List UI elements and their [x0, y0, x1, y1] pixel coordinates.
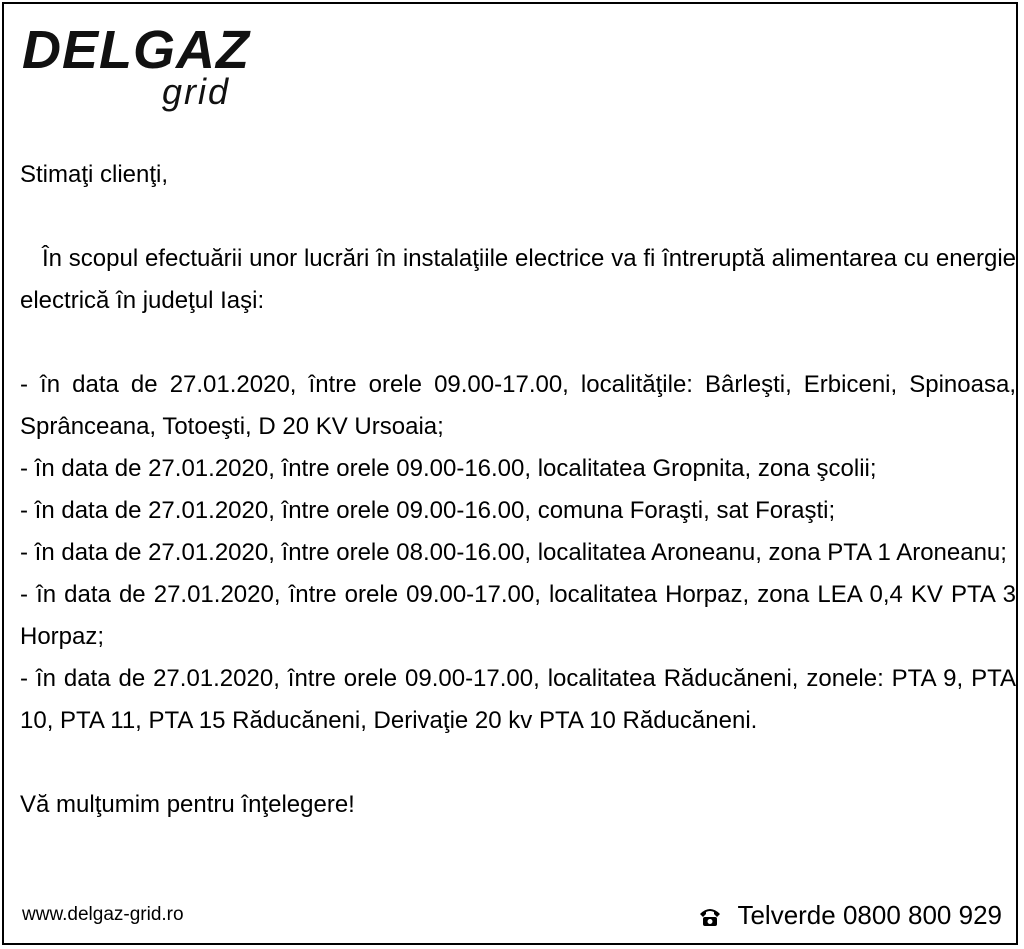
closing-text: Vă mulţumim pentru înţelegere! [20, 791, 355, 818]
delgaz-grid-logo [22, 22, 262, 122]
logo-sub-text: grid [162, 71, 231, 112]
phone-number[interactable]: Telverde 0800 800 929 [737, 900, 1002, 930]
outage-item: - în data de 27.01.2020, între orele 09.00-16.00, comuna Foraşti, sat Foraşti; [20, 497, 836, 524]
outage-item: - în data de 27.01.2020, între orele 09.00-17.00, localitatea Răducăneni, zonele: PTA 9, PTA 10, PTA 11, PTA 15 Răducăneni, Derivaţie 20 kv PTA 10 Răducăneni. [20, 665, 1016, 734]
phone-contact [697, 900, 1002, 931]
outage-item: - în data de 27.01.2020, între orele 08.00-16.00, localitatea Aroneanu, zona PTA 1 Aroneanu; [20, 539, 1007, 566]
outage-item: - în data de 27.01.2020, între orele 09.00-16.00, localitatea Gropnita, zona şcolii; [20, 455, 877, 482]
notice-frame [2, 2, 1018, 945]
outage-item: - în data de 27.01.2020, între orele 09.00-17.00, localitatea Horpaz, zona LEA 0,4 KV PTA 3 Horpaz; [20, 581, 1016, 650]
greeting: Stimaţi clienţi, [20, 161, 169, 188]
logo-main-text: DELGAZ [22, 20, 250, 80]
notice-content [20, 154, 1016, 826]
website-link[interactable]: www.delgaz-grid.ro [22, 904, 184, 925]
telephone-icon [697, 904, 723, 928]
outage-item: - în data de 27.01.2020, între orele 09.00-17.00, localităţile: Bârleşti, Erbiceni, Spinoasa, Sprânceana, Totoeşti, D 20 KV Ursoaia; [20, 371, 1016, 440]
intro-paragraph: În scopul efectuării unor lucrări în instalaţiile electrice va fi întreruptă alimentarea cu energie electrică în judeţul Iaşi: [20, 245, 1016, 314]
